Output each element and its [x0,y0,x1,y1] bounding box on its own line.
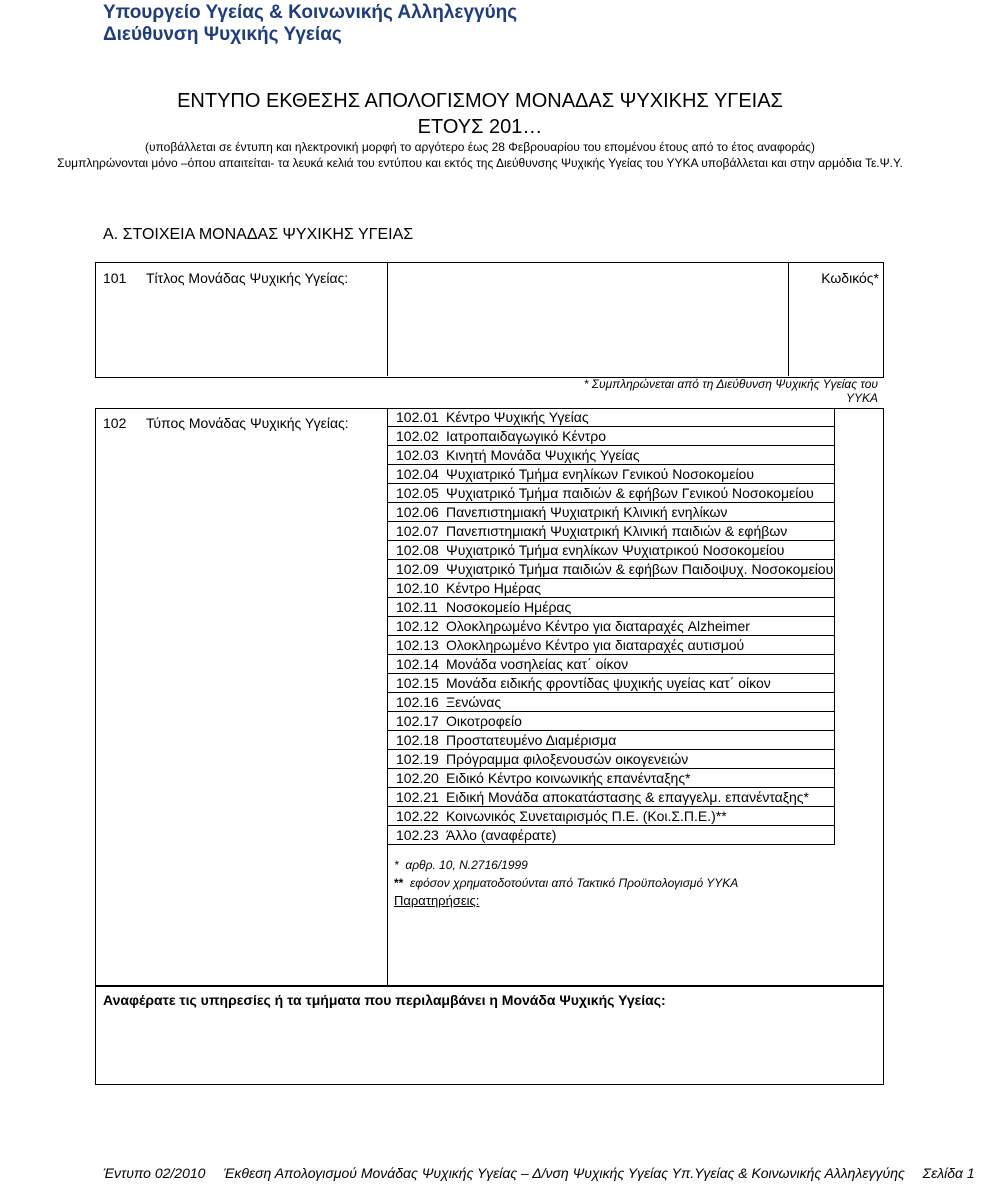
option-code: 102.22 [396,808,439,824]
option-code: 102.17 [396,713,439,729]
option-label: Κέντρο Ημέρας [446,580,541,596]
unit-type-option[interactable] [388,617,834,636]
option-label: Ολοκληρωμένο Κέντρο για διαταραχές Alzheimer [446,618,750,634]
remarks-label: Παρατηρήσεις: [394,893,480,908]
option-label: Κινητή Μονάδα Ψυχικής Υγείας [446,447,640,463]
unit-type-options [388,408,835,845]
unit-type-option[interactable] [388,446,834,465]
unit-type-option[interactable] [388,807,834,826]
unit-title-input[interactable] [389,263,786,375]
unit-type-option[interactable] [388,522,834,541]
option-code: 102.19 [396,751,439,767]
option-label: Οικοτροφείο [446,713,522,729]
unit-type-option[interactable] [388,693,834,712]
field-101-label: Τίτλος Μονάδας Ψυχικής Υγείας: [146,270,349,286]
services-label: Αναφέρατε τις υπηρεσίες ή τα τμήματα που περιλαμβάνει η Μονάδα Ψυχικής Υγείας: [103,992,666,1008]
field-102-footnotes [394,856,738,910]
option-code: 102.12 [396,618,439,634]
option-label: Ειδικό Κέντρο κοινωνικής επανένταξης* [446,770,691,786]
option-label: Κέντρο Ψυχικής Υγείας [446,409,589,425]
option-label: Ψυχιατρικό Τμήμα ενηλίκων Γενικού Νοσοκομείου [446,466,754,482]
option-code: 102.16 [396,694,439,710]
option-label: Ξενώνας [446,694,502,710]
unit-type-option[interactable] [388,655,834,674]
option-code: 102.14 [396,656,439,672]
option-label: Ψυχιατρικό Τμήμα παιδιών & εφήβων Παιδοψυχ. Νοσοκομείου [446,561,834,577]
option-code: 102.09 [396,561,439,577]
option-label: Άλλο (αναφέρατε) [446,827,557,843]
unit-type-option[interactable] [388,788,834,807]
ministry-name: Υπουργείο Υγείας & Κοινωνικής Αλληλεγγύης [103,2,518,23]
unit-type-option[interactable] [388,408,834,427]
option-label: Ψυχιατρικό Τμήμα παιδιών & εφήβων Γενικού Νοσοκομείου [446,485,814,501]
option-code: 102.13 [396,637,439,653]
option-code: 102.01 [396,409,439,425]
option-label: Πανεπιστημιακή Ψυχιατρική Κλινική παιδιών & εφήβων [446,523,788,539]
unit-type-option[interactable] [388,484,834,503]
option-code: 102.20 [396,770,439,786]
code-footnote: * Συμπληρώνεται από τη Διεύθυνση Ψυχικής Υγείας του ΥΥΚΑ [583,377,878,405]
unit-type-option[interactable] [388,674,834,693]
option-label: Νοσοκομείο Ημέρας [446,599,572,615]
option-label: Κοινωνικός Συνεταιρισμός Π.Ε. (Κοι.Σ.Π.Ε.)** [446,808,727,824]
field-102-number: 102 [103,415,127,431]
divider [387,262,388,376]
fill-instructions: Συμπληρώνονται μόνο –όπου απαιτείται- τα λευκά κελιά του εντύπου και εκτός της Διεύθυνσης Ψυχικής Υγείας του ΥΥΚΑ υποβάλλεται και στην αρμόδια Τε.Ψ.Υ. [57,156,903,170]
submission-note: (υποβάλλεται σε έντυπη και ηλεκτρονική μορφή το αργότερο έως 28 Φεβρουαρίου του επομένου έτους από το έτος αναφοράς) [145,140,815,154]
field-102-label: Τύπος Μονάδας Ψυχικής Υγείας: [146,415,349,431]
option-label: Ιατροπαιδαγωγικό Κέντρο [446,428,607,444]
form-title: ΕΝΤΥΠΟ ΕΚΘΕΣΗΣ ΑΠΟΛΟΓΙΣΜΟΥ ΜΟΝΑΔΑΣ ΨΥΧΙΚΗΣ ΥΓΕΙΑΣ [177,90,783,112]
option-label: Πανεπιστημιακή Ψυχιατρική Κλινική ενηλίκων [446,504,728,520]
unit-type-option[interactable] [388,465,834,484]
footer-form: Έντυπο 02/2010 [103,1165,206,1181]
remarks-input[interactable] [394,912,880,982]
option-code: 102.18 [396,732,439,748]
unit-type-option[interactable] [388,598,834,617]
unit-type-option[interactable] [388,731,834,750]
section-a-heading: Α. ΣΤΟΙΧΕΙΑ ΜΟΝΑΔΑΣ ΨΥΧΙΚΗΣ ΥΓΕΙΑΣ [103,226,414,243]
unit-type-option[interactable] [388,826,834,845]
unit-type-option[interactable] [388,503,834,522]
option-code: 102.04 [396,466,439,482]
option-code: 102.10 [396,580,439,596]
footer-page: Σελίδα 1 [922,1165,975,1181]
footer-report: Έκθεση Απολογισμού Μονάδας Ψυχικής Υγείας – Δ/νση Ψυχικής Υγείας Υπ.Υγείας & Κοινωνικής Αλληλεγγύης [223,1165,905,1181]
option-code: 102.23 [396,827,439,843]
unit-type-option[interactable] [388,636,834,655]
option-code: 102.21 [396,789,439,805]
unit-type-option[interactable] [388,427,834,446]
option-code: 102.08 [396,542,439,558]
option-label: Προστατευμένο Διαμέρισμα [446,732,617,748]
option-code: 102.07 [396,523,439,539]
unit-type-option[interactable] [388,560,834,579]
unit-type-option[interactable] [388,541,834,560]
option-code: 102.02 [396,428,439,444]
option-label: Ολοκληρωμένο Κέντρο για διαταραχές αυτισμού [446,637,745,653]
option-label: Πρόγραμμα φιλοξενουσών οικογενειών [446,751,689,767]
unit-type-option[interactable] [388,750,834,769]
form-year: ΕΤΟΥΣ 201… [417,116,543,138]
services-input[interactable] [97,1012,882,1082]
unit-type-option[interactable] [388,579,834,598]
unit-type-option[interactable] [388,712,834,731]
option-code: 102.05 [396,485,439,501]
option-code: 102.15 [396,675,439,691]
option-label: Ειδική Μονάδα αποκατάστασης & επαγγελμ. επανένταξης* [446,789,809,805]
option-label: Μονάδα νοσηλείας κατ΄ οίκον [446,656,629,672]
code-label: Κωδικός* [821,270,879,286]
footnote-1: * αρθρ. 10, Ν.2716/1999 [394,858,528,872]
option-code: 102.03 [396,447,439,463]
footnote-2: ** εφόσον χρηματοδοτούνται από Τακτικό Προϋπολογισμό ΥΥΚΑ [394,876,739,890]
option-code: 102.06 [396,504,439,520]
directorate-name: Διεύθυνση Ψυχικής Υγείας [103,24,342,45]
field-101-number: 101 [103,270,127,286]
option-label: Μονάδα ειδικής φροντίδας ψυχικής υγείας κατ΄ οίκον [446,675,771,691]
unit-type-option[interactable] [388,769,834,788]
option-code: 102.11 [396,599,438,615]
option-label: Ψυχιατρικό Τμήμα ενηλίκων Ψυχιατρικού Νοσοκομείου [446,542,785,558]
page-footer [103,1165,989,1181]
